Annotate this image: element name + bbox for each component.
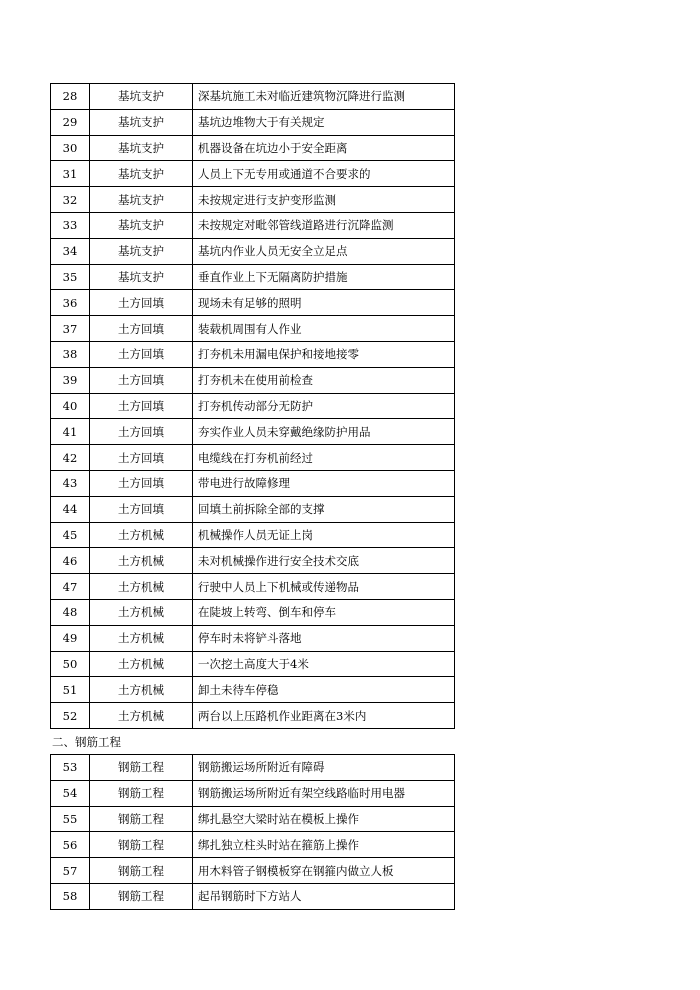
table-row <box>51 445 455 471</box>
hazard-description-cell: 起吊钢筋时下方站人 <box>193 883 455 909</box>
table-row <box>51 187 455 213</box>
hazard-description-cell: 垂直作业上下无隔离防护措施 <box>193 264 455 290</box>
hazard-description-cell: 钢筋搬运场所附近有障碍 <box>193 755 455 781</box>
table-row <box>51 161 455 187</box>
row-number-cell: 40 <box>51 393 90 419</box>
table-row <box>51 858 455 884</box>
hazard-description-cell: 夯实作业人员未穿戴绝缘防护用品 <box>193 419 455 445</box>
category-cell: 基坑支护 <box>90 135 193 161</box>
row-number-cell: 41 <box>51 419 90 445</box>
category-cell: 土方机械 <box>90 574 193 600</box>
hazard-table-body <box>51 84 455 729</box>
hazard-description-cell: 带电进行故障修理 <box>193 470 455 496</box>
row-number-cell: 37 <box>51 316 90 342</box>
category-cell: 土方回填 <box>90 367 193 393</box>
row-number-cell: 52 <box>51 703 90 729</box>
hazard-description-cell: 机械操作人员无证上岗 <box>193 522 455 548</box>
hazard-description-cell: 打夯机传动部分无防护 <box>193 393 455 419</box>
category-cell: 土方回填 <box>90 341 193 367</box>
table-row <box>51 703 455 729</box>
table-row <box>51 367 455 393</box>
hazard-description-cell: 停车时未将铲斗落地 <box>193 625 455 651</box>
table-row <box>51 316 455 342</box>
hazard-description-cell: 打夯机未用漏电保护和接地接零 <box>193 341 455 367</box>
table-row <box>51 832 455 858</box>
category-cell: 基坑支护 <box>90 161 193 187</box>
row-number-cell: 45 <box>51 522 90 548</box>
category-cell: 基坑支护 <box>90 109 193 135</box>
hazard-description-cell: 现场未有足够的照明 <box>193 290 455 316</box>
row-number-cell: 36 <box>51 290 90 316</box>
row-number-cell: 42 <box>51 445 90 471</box>
category-cell: 土方回填 <box>90 419 193 445</box>
hazard-description-cell: 钢筋搬运场所附近有架空线路临时用电器 <box>193 780 455 806</box>
row-number-cell: 54 <box>51 780 90 806</box>
hazard-description-cell: 装载机周围有人作业 <box>193 316 455 342</box>
category-cell: 土方机械 <box>90 703 193 729</box>
row-number-cell: 57 <box>51 858 90 884</box>
category-cell: 土方回填 <box>90 470 193 496</box>
row-number-cell: 50 <box>51 651 90 677</box>
table-row <box>51 780 455 806</box>
category-cell: 土方回填 <box>90 290 193 316</box>
hazard-description-cell: 卸土未待车停稳 <box>193 677 455 703</box>
hazard-description-cell: 未按规定进行支护变形监测 <box>193 187 455 213</box>
category-cell: 基坑支护 <box>90 238 193 264</box>
hazard-description-cell: 电缆线在打夯机前经过 <box>193 445 455 471</box>
hazard-description-cell: 回填土前拆除全部的支撑 <box>193 496 455 522</box>
row-number-cell: 56 <box>51 832 90 858</box>
category-cell: 基坑支护 <box>90 212 193 238</box>
category-cell: 钢筋工程 <box>90 858 193 884</box>
category-cell: 土方回填 <box>90 445 193 471</box>
table-row <box>51 341 455 367</box>
row-number-cell: 32 <box>51 187 90 213</box>
category-cell: 钢筋工程 <box>90 832 193 858</box>
category-cell: 土方机械 <box>90 625 193 651</box>
row-number-cell: 38 <box>51 341 90 367</box>
table-row <box>51 419 455 445</box>
category-cell: 土方机械 <box>90 599 193 625</box>
table-row <box>51 393 455 419</box>
hazard-description-cell: 两台以上压路机作业距离在3米内 <box>193 703 455 729</box>
hazard-table-part-2 <box>50 754 455 910</box>
row-number-cell: 31 <box>51 161 90 187</box>
row-number-cell: 49 <box>51 625 90 651</box>
table-row <box>51 883 455 909</box>
category-cell: 基坑支护 <box>90 84 193 110</box>
table-row <box>51 238 455 264</box>
row-number-cell: 35 <box>51 264 90 290</box>
row-number-cell: 48 <box>51 599 90 625</box>
row-number-cell: 55 <box>51 806 90 832</box>
hazard-table-body <box>51 755 455 910</box>
row-number-cell: 39 <box>51 367 90 393</box>
table-row <box>51 212 455 238</box>
hazard-description-cell: 机器设备在坑边小于安全距离 <box>193 135 455 161</box>
category-cell: 土方机械 <box>90 651 193 677</box>
table-row <box>51 84 455 110</box>
table-row <box>51 677 455 703</box>
row-number-cell: 33 <box>51 212 90 238</box>
row-number-cell: 34 <box>51 238 90 264</box>
table-row <box>51 806 455 832</box>
row-number-cell: 30 <box>51 135 90 161</box>
row-number-cell: 29 <box>51 109 90 135</box>
table-row <box>51 264 455 290</box>
table-row <box>51 574 455 600</box>
hazard-table-part-1 <box>50 83 455 729</box>
category-cell: 土方回填 <box>90 316 193 342</box>
table-row <box>51 651 455 677</box>
hazard-description-cell: 绑扎独立柱头时站在箍筋上操作 <box>193 832 455 858</box>
row-number-cell: 43 <box>51 470 90 496</box>
category-cell: 钢筋工程 <box>90 755 193 781</box>
category-cell: 钢筋工程 <box>90 806 193 832</box>
hazard-description-cell: 未按规定对毗邻管线道路进行沉降监测 <box>193 212 455 238</box>
table-row <box>51 599 455 625</box>
table-row <box>51 470 455 496</box>
category-cell: 基坑支护 <box>90 264 193 290</box>
table-row <box>51 522 455 548</box>
row-number-cell: 53 <box>51 755 90 781</box>
row-number-cell: 58 <box>51 883 90 909</box>
table-row <box>51 290 455 316</box>
row-number-cell: 44 <box>51 496 90 522</box>
table-row <box>51 755 455 781</box>
row-number-cell: 46 <box>51 548 90 574</box>
category-cell: 钢筋工程 <box>90 780 193 806</box>
hazard-description-cell: 打夯机未在使用前检查 <box>193 367 455 393</box>
hazard-description-cell: 基坑边堆物大于有关规定 <box>193 109 455 135</box>
hazard-description-cell: 一次挖土高度大于4米 <box>193 651 455 677</box>
category-cell: 土方回填 <box>90 393 193 419</box>
table-row <box>51 625 455 651</box>
hazard-description-cell: 用木料管子钢模板穿在钢箍内做立人板 <box>193 858 455 884</box>
category-cell: 基坑支护 <box>90 187 193 213</box>
category-cell: 土方机械 <box>90 522 193 548</box>
hazard-description-cell: 深基坑施工未对临近建筑物沉降进行监测 <box>193 84 455 110</box>
row-number-cell: 47 <box>51 574 90 600</box>
hazard-description-cell: 绑扎悬空大梁时站在模板上操作 <box>193 806 455 832</box>
table-row <box>51 496 455 522</box>
category-cell: 土方机械 <box>90 677 193 703</box>
hazard-description-cell: 行驶中人员上下机械或传递物品 <box>193 574 455 600</box>
table-row <box>51 548 455 574</box>
table-row <box>51 135 455 161</box>
category-cell: 土方回填 <box>90 496 193 522</box>
section-heading: 二、钢筋工程 <box>52 735 121 749</box>
hazard-description-cell: 在陡坡上转弯、倒车和停车 <box>193 599 455 625</box>
category-cell: 钢筋工程 <box>90 883 193 909</box>
table-row <box>51 109 455 135</box>
row-number-cell: 28 <box>51 84 90 110</box>
hazard-description-cell: 人员上下无专用或通道不合要求的 <box>193 161 455 187</box>
hazard-description-cell: 基坑内作业人员无安全立足点 <box>193 238 455 264</box>
row-number-cell: 51 <box>51 677 90 703</box>
category-cell: 土方机械 <box>90 548 193 574</box>
hazard-description-cell: 未对机械操作进行安全技术交底 <box>193 548 455 574</box>
